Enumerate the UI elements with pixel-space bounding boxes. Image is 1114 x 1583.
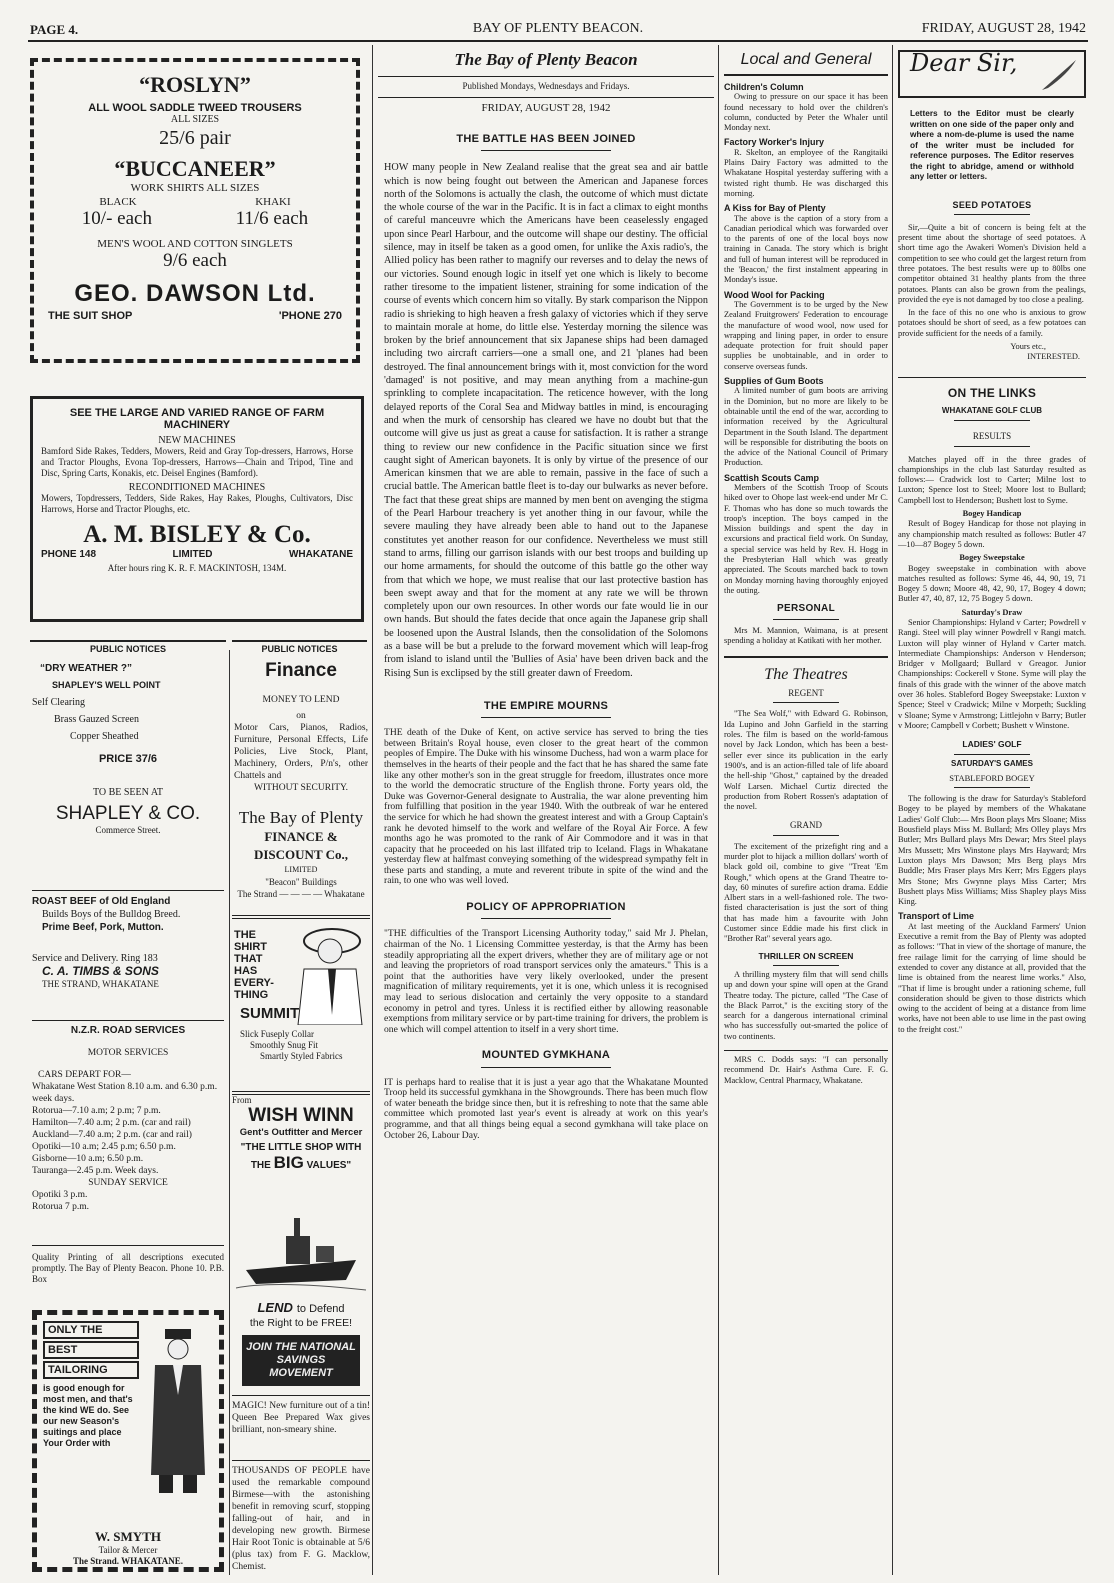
column-rule [718,45,719,1575]
local-title: Local and General [740,51,872,68]
item-text: Members of the Scottish Troop of Scouts hiked over to Ohope last week-end under Mr C. F. Thomas who has done so much towards the troop's inception. The boys camped in the Mission buildings and spent the day in excursions and practical field work. On Sunday, a special service was held by Rev. H. Hogg in the Presbyterian Hall which was greatly appreciated. The Scouts marched back to town on Monday morning having thoroughly enjoyed the outing. [724,482,888,595]
theatres-title: The Theatres [724,656,888,686]
new-machines-text: Bamford Side Rakes, Tedders, Mowers, Reid and Gray Top-dressers, Harrows, Horse and Tractor Ploughs, Evona Top-dressers, Harrows—Chain and Tripod, Tine and Disc, Spring Carts, Konakis, etc. Deisel Engines (Bamford). [41,446,353,478]
winn-from: From [232,1095,252,1105]
bisley-town: WHAKATANE [288,549,353,560]
page-masthead [28,18,1088,42]
shapley-street: Commerce Street. [95,825,161,835]
article-text: THE death of the Duke of Kent, on active service has served to bring the ties between Britain's Royal house, even closer to the great heart of the common peoples of Empire. The Duke with his winsome Duchess, had won a warm place for themselves in the hearts of their people and the fact that he has shared the same fate like any other mother's son in the great struggle for freedom, illustrates once more to the world the democratic structure of the English throne. Forty years old, the Duke was Governor-General designate to Australia, the war alone preventing him from fulfilling that position in the year 1940. With the outbreak of war he entered the service for which he had shown the greatest interest and with a Group Captain's rank he devoted himself to the work and welfare of the Royal Air Force. A few months ago he was promoted to the rank of Air Commodore and it was in that capacity that he proceeded on his last illfated trip to Iceland. Flags in Whakatane yesterday flew at halfmast conveying something of the widespread sympathy felt in these parts and standing, a mute and reverent tribute in spite of the wind and the rain, to one who was well loved. [384,727,708,887]
summit-l5: EVERY- [234,977,274,989]
smyth-sub: Tailor & Mercer [98,1545,158,1555]
draw-text: Senior Championships: Hyland v Carter; Powdrell v Rangi. Steel will play winner Powdrell v Rangi match. Luxton will play winner of Hyland v Carter match. Intermediate Championships: Anderson v Henderson; Bridger v Mollgaard; Bullard v Greagor. Junior Championships: Cockerell v Stone. Syme will play the finals of this grade with the winner of the above match over 36 holes. Stableford Bogey Sweepstake: Luxton v Spence; Steel v Cradwick; Milne v Morpeth; Suckling v Sloane; Syme v Armstrong; Littlejohn v Barry; Butler v Moore; Campbell v Corbett; Bushett v Winstone. [898,618,1086,730]
roslyn-price: 25/6 pair [159,127,231,149]
warship-illustration [236,1210,366,1294]
bogey-text: Result of Bogey Handicap for those not playing in any championship match resulted as follows: Butler 47—10—87 Bogey 5 down. [898,519,1086,549]
editorial-pub: Published Mondays, Wednesdays and Fridays. [378,76,714,91]
nzr-line: Rotorua—7.10 a.m; 2 p.m; 7 p.m. [32,1106,161,1116]
savings-right: the Right to be FREE! [249,1317,353,1329]
dodds-notice: MRS C. Dodds says: "I can personally recommend Dr. Hair's Asthma Cure. F. G. Macklow, Central Pharmacy, Whakatane. [724,1050,888,1086]
summit-advert [232,915,370,1095]
bogey-head: Bogey Handicap [962,509,1022,519]
nzr-line: Hamilton—7.40 a.m; 2 p.m. (car and rail) [32,1118,191,1128]
recon-machines: RECONDITIONED MACHINES [128,482,266,493]
article-text: "THE difficulties of the Transport Licensing Authority today," said Mr J. Phelan, chairman of the No. 1 Licensing Committee yesterday, is that the Army has been steadily appropriating all the expert drivers, whether they are of military age or not and leaving the proprietors of road transport services only the amateurs." This is a point that the authorities have very likely overlooked, under the present magnification of military requirements, yet it is one, which unless it is recognised may lead to serious dislocation and certainly the very opposite to a standard economy in petrol and tyres. Unless it is rectified either by allowing reasonable exemptions from military service or by part-time training for drivers, the problem is one which will compel attention to itself in a very short time. [384,928,708,1035]
timbs-name: C. A. TIMBS & SONS [42,964,159,978]
smyth-advert [32,1310,224,1572]
seed-head: SEED POTATOES [952,199,1032,210]
khaki-label: KHAKI [255,196,291,208]
editorial-date: FRIDAY, AUGUST 28, 1942 [378,97,714,114]
shapley-sub: SHAPLEY'S WELL POINT [52,680,161,690]
stableford-head: STABLEFORD BOGEY [949,772,1035,783]
regent-head: REGENT [788,688,824,699]
issue-date: FRIDAY, AUGUST 28, 1942 [921,21,1086,36]
summit-t1: Slick Fuseply Collar [240,1029,314,1039]
summit-t2: Smoothly Snug Fit [250,1040,319,1050]
finance-strand: The Strand — — — — Whakatane [237,889,365,899]
buccaneer-title: “BUCCANEER” [114,156,276,181]
summit-brand: SUMMIT [240,1005,300,1022]
regent-text: "The Sea Wolf," with Edward G. Robinson, Ida Lupino and John Garfield in the starring roles. The film is based on the world-famous novel by Jack London, which has been a best-seller ever since its publication in the early 1900's, and is an action-filled tale of life aboard the hell-ship "Ghost," captained by the dreaded Wolf Larsen. Michael Curtiz directed the production from Robert Rossen's adaptation of the novel. [724,709,888,812]
public-notices-heading: PUBLIC NOTICES [30,640,226,654]
article-text: IT is perhaps hard to realise that it is just a year ago that the Whakatane Mounted Troop held its successful gymkhana in the Showgrounds. There has been much flow of water beneath the bridge since then, but it is refreshing to note that the same able committee which promoted last year's event is already at work on this year's programme, and that all things being equal a second gymkhana will take place on October 26, Labour Day. [384,1076,708,1141]
item-head: Children's Column [724,82,804,92]
grand-text: The excitement of the prizefight ring and a murder plot to hijack a million dollars' worth of black gold oil, combine to give "Treat 'Em Rough," which opens at the Grand Theatre to-day, 60 minutes of surefire action drama. Eddie Albert stars in a well-fashioned role. The two-fisted characterisation is just the sort of thing that has made him a favourite with John Customer since Eddie made his first click in "Brother Rat" several years ago. [724,841,888,944]
shirts-line: WORK SHIRTS ALL SIZES [130,182,260,194]
item-text: Owing to pressure on our space it has been found necessary to hold over the children's column, conducted by Peter the Whaler until Monday next. [724,92,888,133]
sweep-text: Bogey sweepstake in combination with above matches resulted as follows: Syme 46, 44, 90, 19, 71 Bogey 5 down; Moore 48, 42, 90, 17, Bogey 4 down; Butler 47, 40, 87, 12, 75 Bogey 5 down. [898,563,1086,604]
headline: POLICY OF APPROPRIATION [466,901,626,914]
summit-t3: Smartly Styled Fabrics [260,1051,343,1061]
roslyn-title: “ROSLYN” [139,72,251,97]
nzr-line: Opotiki—10 a.m; 2.45 p.m; 6.50 p.m. [32,1142,176,1152]
letters-rules: Letters to the Editor must be clearly written on one side of the paper only and where a nom-de-plume is used the name of the writer must be included for reference purposes. The Editor reserves the right to abridge, amend or withhold any letter or letters. [910,108,1074,181]
nzr-line: Tauranga—2.45 p.m. Week days. [32,1166,159,1176]
editorial-header [378,50,714,114]
bisley-advert [30,396,364,622]
column-rule [229,650,230,1575]
letters-signed: INTERESTED. [1027,352,1080,362]
dear-sir-text: Dear Sir, [910,49,1018,77]
timbs-line1: ROAST BEEF of Old England [32,896,171,907]
item-head: Factory Worker's Injury [724,137,825,148]
black-price: 10/- each [81,208,152,229]
nzr-sun-line: Rotorua 7 p.m. [32,1202,89,1212]
recon-machines-text: Mowers, Topdressers, Tedders, Side Rakes, Hay Rakes, Ploughs, Cultivators, Disc Harrows, Horse and Tractor Ploughs, etc. [41,493,353,514]
nzr-advert [32,1020,224,1213]
singlets-price: 9/6 each [163,250,227,271]
headline: THE BATTLE HAS BEEN JOINED [456,133,636,145]
black-label: BLACK [99,196,137,208]
savings-defend: to Defend [296,1303,345,1315]
local-general-column [724,50,888,1089]
bisley-headline: SEE THE LARGE AND VARIED RANGE OF FARM MACHINERY [69,407,325,431]
shapley-line3: Copper Sheathed [70,731,139,742]
smyth-tailoring: TAILORING [43,1361,139,1379]
personal-head: PERSONAL [777,603,835,615]
seed-text: Sir,—Quite a bit of concern is being felt at the present time about the shortage of seed potatoes. A short time ago the Awakeri Women's Division held a competition to see who could get the largest return from three potatoes. The best results were up to 80lbs one competitor obtained 31 healthy plants from the three potatoes. Plants can also be grown from the pealings, provided the eye is not damaged by too close a pealing. [898,222,1086,304]
public-notices-heading: PUBLIC NOTICES [232,640,367,654]
summit-l3: THAT [234,953,263,965]
links-head: ON THE LINKS [898,377,1086,398]
shapley-line2: Brass Gauzed Screen [54,714,139,725]
item-head: A Kiss for Bay of Plenty [724,203,826,214]
links-results: RESULTS [972,431,1012,442]
smyth-name: W. SMYTH [95,1529,161,1544]
nzr-sun-line: Opotiki 3 p.m. [32,1190,88,1200]
khaki-price: 11/6 each [235,208,309,229]
grand-head: GRAND [789,820,822,831]
item-text: The Government is to be urged by the New Zealand Fruitgrowers' Federation to encourage the manufacture of wood wool, now used for wrapping and lining paper, in order to ensure adequate protection for fruit should paper supplies be unobtainable, and in order to conserve overseas funds. [724,299,888,371]
bisley-name: A. M. BISLEY & Co. [83,521,311,548]
finance-bld: "Beacon" Buildings [265,877,337,887]
finance-co2: FINANCE & DISCOUNT Co., [253,829,349,862]
quill-pen-icon [1038,56,1078,92]
item-head: Scattish Scouts Camp [724,472,820,483]
roslyn-line2: ALL SIZES [170,114,220,125]
dawson-name: GEO. DAWSON Ltd. [74,280,316,307]
paper-name: BAY OF PLENTY BEACON. [472,21,644,36]
lime-text: At last meeting of the Auckland Farmers' Union Executive a remit from the Bay of Plenty was adopted as follows: "That in view of the shortage of manure, the free railage limit for the carrying of lime should be extended to cover any distance at all, provided that the lime is obtained from the nearest lime works." Also, "That if lime is brought under a rationing scheme, full consideration should be given to those districts which owing to the accident of being at a distance from lime works, have not been able to use lime in the past owing to the freight cost." [898,921,1086,1034]
nzr-sunday: SUNDAY SERVICE [88,1178,168,1188]
item-text: R. Skelton, an employee of the Rangitaiki Plains Dairy Factory was admitted to the Whakatane Hospital yesterday suffering with a twisted right thumb. He was discharged this morning. [724,147,888,198]
nzr-line: Whakatane West Station 8.10 a.m. and 6.30 p.m. week days. [32,1082,218,1104]
singlets-line: MEN'S WOOL AND COTTON SINGLETS [97,238,293,250]
suit-shop: THE SUIT SHOP [48,310,133,322]
summit-l4: HAS [234,965,258,977]
winn-l2: THE [250,1160,271,1171]
roslyn-line1: ALL WOOL SADDLE TWEED TROUSERS [88,102,302,114]
personal-text: Mrs M. Mannion, Waimana, is at present spending a holiday at Katikati with her mother. [724,625,888,645]
finance-on: on [296,711,306,721]
bisley-after-hours: After hours ring K. R. F. MACKINTOSH, 134M. [107,563,287,573]
nzr-head: N.Z.R. ROAD SERVICES [70,1025,186,1036]
item-head: Supplies of Gum Boots [724,376,824,387]
timbs-line4: Service and Delivery. Ring 183 [32,953,158,964]
letters-yours: Yours etc., [1010,342,1046,352]
draw-head: Saturday's Draw [961,607,1023,617]
shapley-seen: TO BE SEEN AT [92,787,164,798]
smyth-best: BEST [43,1341,139,1359]
shapley-line1: Self Clearing [32,697,86,708]
winn-l3: VALUES" [306,1160,352,1171]
savings-lend: LEND [257,1300,293,1315]
tailor-figure-illustration [145,1325,211,1495]
bisley-limited: LIMITED [172,549,213,560]
links-text: Matches played off in the three grades of championships in the club last Saturday resulted as follows:— Cradwick lost to Carter; Milne lost to Luxton; Spence lost to Steel; Moore lost to Bullard; Campbell lost to Henderson; Bushett lost to Syme. [898,454,1086,505]
savings-advert [232,1210,370,1390]
finance-text: Motor Cars, Pianos, Radios, Furniture, Personal Effects, Life Policies, Live Stock, Plant, Machinery, Orders, P/n's, other Chattels and [234,723,368,781]
headline: MOUNTED GYMKHANA [481,1049,611,1062]
seed-text: In the face of this no one who is anxious to grow potatoes should be short of seed, as a few potatoes can provide sufficient for the needs of a family. [898,308,1086,338]
winn-name: WISH WINN [248,1105,354,1126]
nzr-motor: MOTOR SERVICES [87,1048,169,1058]
shapley-headline: “DRY WEATHER ?” [40,663,133,674]
item-text: A limited number of gum boots are arriving in the Dominion, but no more are likely to be obtainable until the end of the war, according to information received by the Agricultural Department in the South Island. The department will be responsible for distributing the boots on the advice of the National Council of Primary Production. [724,386,888,468]
magic-notice: MAGIC! New furniture out of a tin! Queen Bee Prepared Wax gives brilliant, non-smeary shine. [232,1395,370,1436]
smyth-only: ONLY THE [43,1321,139,1339]
finance-co1: The Bay of Plenty [238,808,364,827]
winn-l1: "THE LITTLE SHOP WITH [240,1142,362,1153]
headline: THE EMPIRE MOURNS [483,699,609,712]
summit-l2: SHIRT [234,941,267,953]
winn-advert [232,1095,370,1205]
timbs-advert [32,890,224,991]
column-rule [372,45,373,1575]
finance-head: Finance [265,660,337,681]
bisley-phone: PHONE 148 [41,549,97,560]
printing-notice: Quality Printing of all descriptions executed promptly. The Bay of Plenty Beacon. Phone 10. P.B. Box [32,1245,224,1285]
summit-l6: THING [234,989,269,1001]
lime-head: Transport of Lime [898,911,975,922]
finance-without: WITHOUT SECURITY. [253,783,349,793]
ladies-head: LADIES' GOLF [962,739,1022,750]
savings-join-banner: JOIN THE NATIONAL SAVINGS MOVEMENT [242,1335,360,1386]
item-head: Wood Wool for Packing [724,289,825,300]
summit-l1: THE [234,929,256,941]
smyth-addr: The Strand. WHAKATANE. [72,1556,184,1566]
nzr-line: Gisborne—10 a.m; 6.50 p.m. [32,1154,144,1164]
item-text: The above is the caption of a story from a Canadian periodical which was forwarded over to the parents of one of the local boys now training in Canada. The story which is bright and full of human interest will be reproduced in the 'Beacon,' the first instalment appearing in Monday's issue. [724,213,888,285]
dawson-phone: 'PHONE 270 [278,310,342,322]
article-text: HOW many people in New Zealand realise that the great sea and air battle which is now being fought out between the American and Japanese forces north of the Solomons is actually the clash, the outcome of which must dictate the whole course of the war in the Pacific. It is in fact a climax to eight months of careful manceuvre which the Americans have been ceaselessly engaged upon since Pearl Harbour, and the outcome will shape our destiny. The official silence, may in itself be taken as a good omen, for unlike the Axis radio's, the Allied policy has been rather to magnify our reverses and to delay the news of our victories. Sound enough logic in itself yet one which is likely to become rather tiresome to the impatient listener, straining for some indication of the course of events which concern him so vitally. By stark comparison the Nippon radio is shrieking to high heaven a fresh galaxy of victories which if they serve to maintain morale at home, do little else. Yesterday morning the silence was broken by the brief announcement that six Japanese ships had been damaged including two aircraft carriers—one a small one, and 21 'planes had been destroyed. The final announcement brings with it, most conviction for the word 'damaged' is not positive, and may mean anything from a machine-gun sprinkling to complete incapacitation. The reticence however, with the long delayed reports of the Coral Sea and Midway battles in mind, is encouraging and when the murk of censorship has cleared we have no doubt but that the outcome will give us just as great a cause for satisfaction. It is rather a strange thing to review our new confidence in the Pacific situation since we first caught sight of American bayonets. It is only by virtue of the presence of our American kinsmen that we are able to remain, passive in the face of such a crucial battle. The American battle fleet is to-day our bulwarks as never before. The fact that these great ships are manned by men bent on avenging the stigma of the Pearl Harbour treachery is yet another thing in our favour, while the severe mauling they have already been able to hand out to the Japanese constitutes yet another reason for our confidence. Nevertheless we must still stand to arms, filling our garrison islands with our best troops and building up our home armaments, for should the outcome of this battle go the other way from that which we hope, we must realise that our last protective bastion has been swept away and that for the moment at any rate we will be thrown completely upon our own resources. In other words our fate would lie in our own hands. But should the fates decide that once again the Japanese grip shall be loosened upon the Austral Islands, then the consolidation of the Solomons as a base will be but a prelude to the forward movement which will leap-frog from island to island until the 'Bullies of Asia' have been driven back and the Rising Sun is exclipsed by the still greater dawn of Freedom. [384,162,708,679]
timbs-addr: THE STRAND, WHAKATANE [42,979,159,989]
shapley-advert [32,660,224,839]
winn-big: BIG [273,1153,304,1172]
letters-column [898,50,1086,1038]
new-machines: NEW MACHINES [158,435,236,446]
shapley-name: SHAPLEY & CO. [55,803,201,824]
games-head: SATURDAY'S GAMES [951,758,1033,768]
dear-sir-logo [898,50,1086,98]
smyth-text: is good enough for most men, and that's the kind WE do. See our new Season's suitings and place Your Order with [43,1383,133,1448]
winn-sub: Gent's Outfitter and Mercer [239,1127,363,1138]
page-number: PAGE 4. [30,22,79,37]
thriller-head: THRILLER ON SCREEN [758,950,854,961]
nzr-line: Auckland—7.40 a.m; 2 p.m. (car and rail) [32,1130,192,1140]
finance-money: MONEY TO LEND [262,695,340,705]
finance-advert [234,660,368,900]
birmese-notice: THOUSANDS OF PEOPLE have used the remarkable compound Birmese—with the astonishing benefit in removing scurf, stopping falling-out of hair, and in developing new growth. Birmese Hair Root Tonic is obtainable at 5/6 (plus tax) from F. G. Macklow, Chemist. [232,1460,370,1573]
roslyn-advert [30,58,360,363]
sweep-head: Bogey Sweepstake [959,553,1025,563]
nzr-depart: CARS DEPART FOR— [38,1070,131,1080]
finance-limited: LIMITED [284,865,318,874]
editorial-title: The Bay of Plenty Beacon [454,50,638,69]
timbs-line3: Prime Beef, Pork, Mutton. [42,922,164,933]
links-club: WHAKATANE GOLF CLUB [941,405,1043,415]
timbs-line2: Builds Boys of the Bulldog Breed. [42,909,181,920]
thriller-text: A thrilling mystery film that will send chills up and down your spine will open at the Grand Theatre today. The picture, called "The Case of the Black Parrot," is the exciting story of the search for a dangerous international criminal who has successfully out-smarted the police of two continents. [724,969,888,1041]
column-rule [892,45,893,1575]
ladies-text: The following is the draw for Saturday's Stableford Bogey to be played by members of the Whakatane Ladies' Golf Club:— Mrs Boon plays Mrs Sloane; Miss Bousfield plays Miss M. Bullard; Mrs Olley plays Mrs Butler; Mrs Bullard plays Mrs Dewar; Mrs Steel plays Mrs Mussett; Mrs Winstone plays Mrs Hayward; Mrs Luxton plays Mrs Dawson; Mrs Berg plays Mrs Buddle; Mrs Fraser plays Mrs Kerr; Mrs Eggers plays Mrs Stone; Mrs Gwynne plays Miss Carter; Mrs Bushett plays Miss Williams; Miss Shapley plays Miss King. [898,794,1086,907]
shapley-price: PRICE 37/6 [98,753,158,765]
editorial-body [384,133,708,1144]
